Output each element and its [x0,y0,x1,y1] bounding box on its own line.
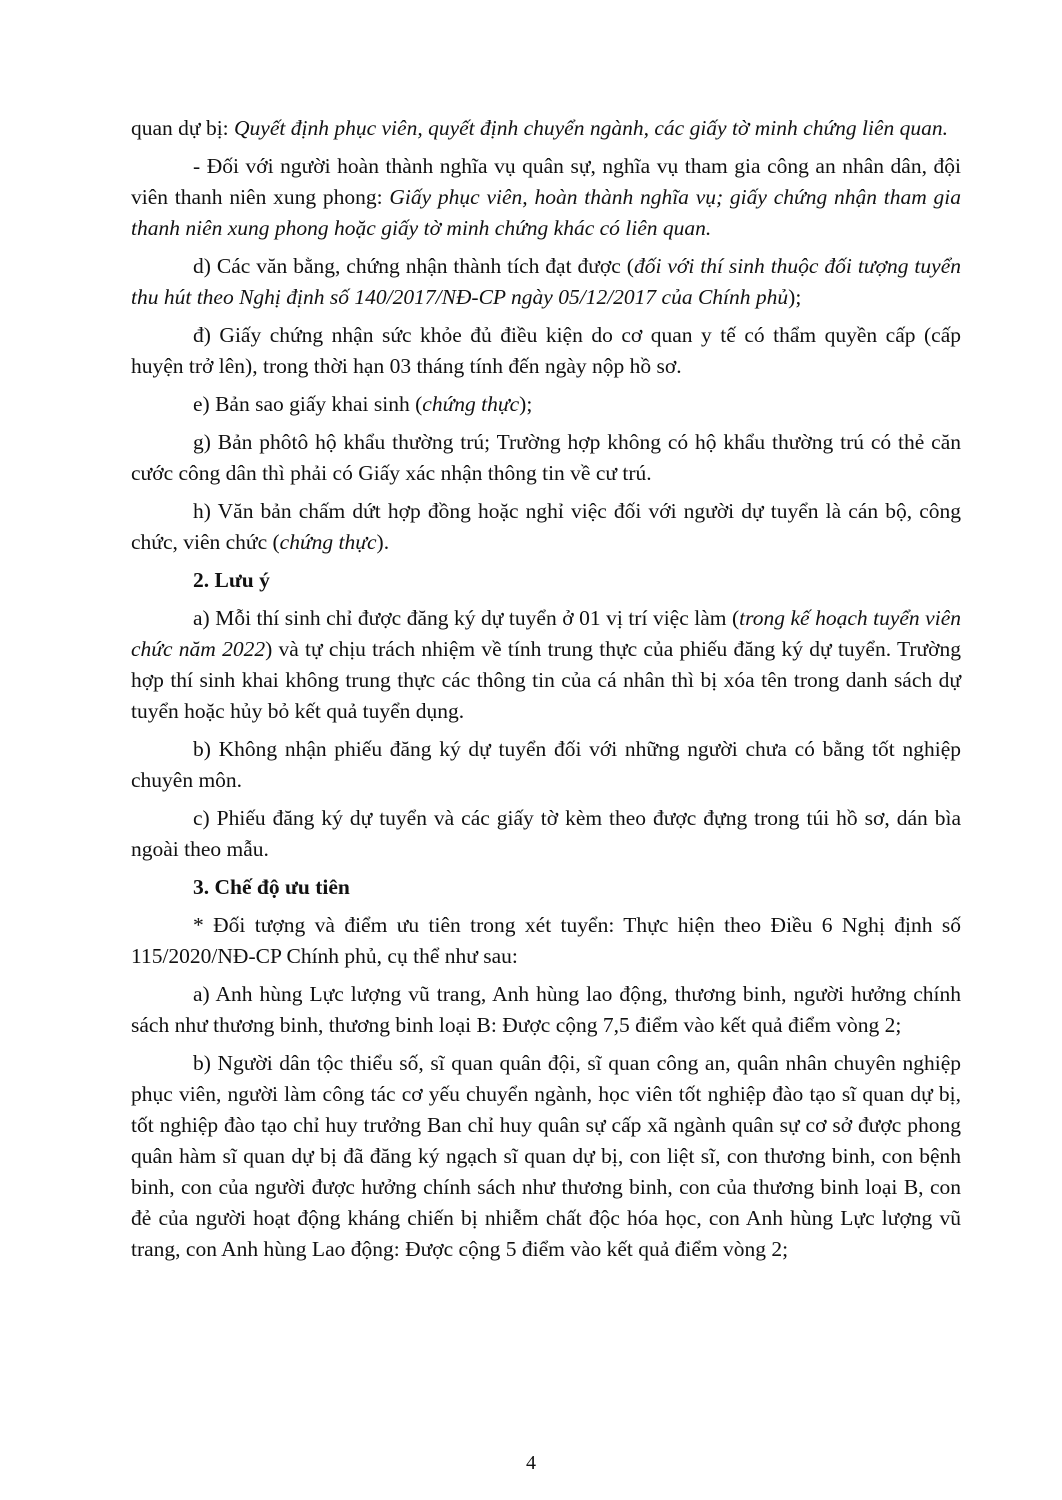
section-heading-notes: 2. Lưu ý [193,568,270,592]
page-number: 4 [526,1452,536,1474]
paragraph-item-d: d) Các văn bằng, chứng nhận thành tích đạt được (đối với thí sinh thuộc đối tượng tuyển thu hút theo Nghị định số 140/2017/NĐ-CP ngày 05/12/2017 của Chính phủ); [131,254,961,309]
document-page [131,113,961,1272]
paragraph-note-b: b) Không nhận phiếu đăng ký dự tuyển đối với những người chưa có bằng tốt nghiệp chuyên môn. [131,737,961,792]
paragraph-military-service-docs: - Đối với người hoàn thành nghĩa vụ quân sự, nghĩa vụ tham gia công an nhân dân, đội viên thanh niên xung phong: Giấy phục viên, hoàn thành nghĩa vụ; giấy chứng nhận tham gia thanh niên xung phong hoặc giấy tờ minh chứng khác có liên quan. [131,154,961,240]
paragraph-note-c: c) Phiếu đăng ký dự tuyển và các giấy tờ kèm theo được đựng trong túi hồ sơ, dán bìa ngoài theo mẫu. [131,806,961,861]
paragraph-item-h: h) Văn bản chấm dứt hợp đồng hoặc nghỉ việc đối với người dự tuyển là cán bộ, công chức, viên chức (chứng thực). [131,499,961,554]
paragraph-note-a: a) Mỗi thí sinh chỉ được đăng ký dự tuyển ở 01 vị trí việc làm (trong kế hoạch tuyển viên chức năm 2022) và tự chịu trách nhiệm về tính trung thực của phiếu đăng ký dự tuyển. Trường hợp thí sinh khai không trung thực các thông tin của cá nhân thì bị xóa tên trong danh sách dự tuyển hoặc hủy bỏ kết quả tuyển dụng. [131,606,962,723]
section-heading-priority: 3. Chế độ ưu tiên [193,875,350,899]
paragraph-item-g: g) Bản phôtô hộ khẩu thường trú; Trường hợp không có hộ khẩu thường trú có thẻ căn cước công dân thì phải có Giấy xác nhận thông tin về cư trú. [131,430,961,485]
paragraph-item-dd: đ) Giấy chứng nhận sức khỏe đủ điều kiện do cơ quan y tế có thẩm quyền cấp (cấp huyện trở lên), trong thời hạn 03 tháng tính đến ngày nộp hồ sơ. [131,323,961,378]
paragraph-item-e: e) Bản sao giấy khai sinh (chứng thực); [193,392,533,416]
paragraph-priority-a: a) Anh hùng Lực lượng vũ trang, Anh hùng lao động, thương binh, người hưởng chính sách như thương binh, thương binh loại B: Được cộng 7,5 điểm vào kết quả điểm vòng 2; [131,982,961,1037]
paragraph-priority-b: b) Người dân tộc thiểu số, sĩ quan quân đội, sĩ quan công an, quân nhân chuyên nghiệp phục viên, người làm công tác cơ yếu chuyển ngành, học viên tốt nghiệp đào tạo sĩ quan dự bị, tốt nghiệp đào tạo chỉ huy trưởng Ban chỉ huy quân sự cấp xã ngành quân sự cơ sở được phong quân hàm sĩ quan dự bị đã đăng ký ngạch sĩ quan dự bị, con liệt sĩ, con thương binh, con bệnh binh, con của người được hưởng chính sách như thương binh, con của thương binh loại B, con đẻ của người hoạt động kháng chiến bị nhiễm chất độc hóa học, con Anh hùng Lực lượng vũ trang, con Anh hùng Lao động: Được cộng 5 điểm vào kết quả điểm vòng 2; [131,1051,961,1261]
paragraph-priority-intro: * Đối tượng và điểm ưu tiên trong xét tuyển: Thực hiện theo Điều 6 Nghị định số 115/2020/NĐ-CP Chính phủ, cụ thể như sau: [131,913,961,968]
paragraph-reserve-officer-docs: quan dự bị: Quyết định phục viên, quyết định chuyển ngành, các giấy tờ minh chứng liên quan. [131,116,949,140]
